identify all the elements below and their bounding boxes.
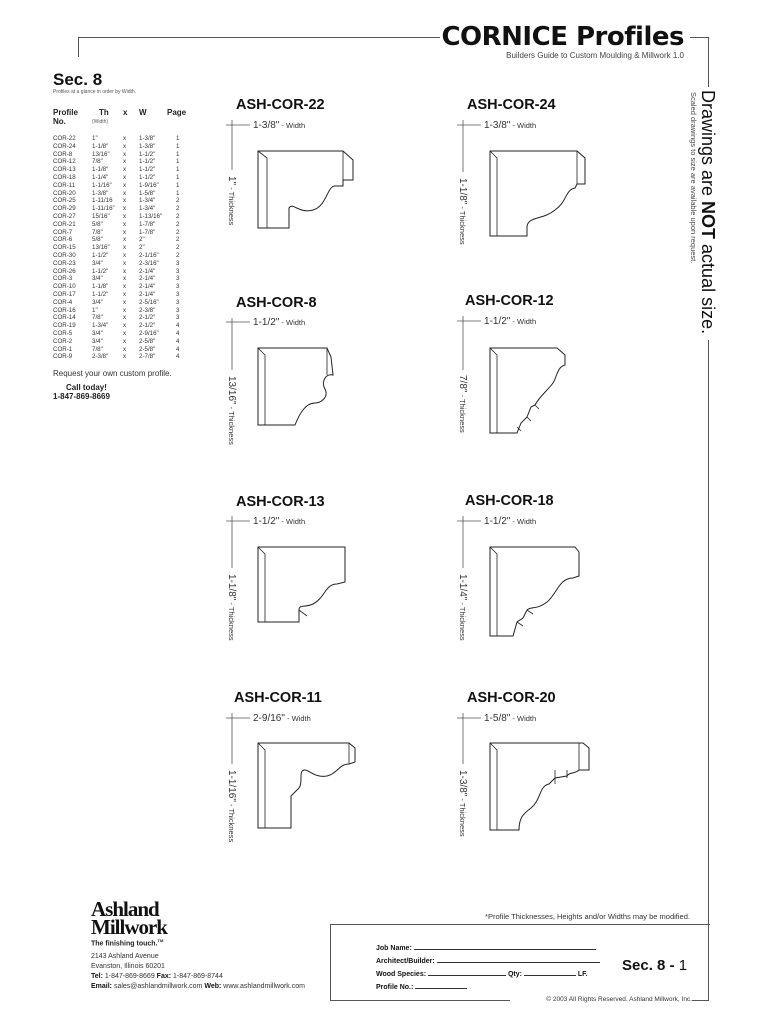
table-cell: x — [123, 306, 127, 314]
table-cell: 3 — [176, 306, 180, 314]
profile-thickness: 1-1/4" - Thickness — [457, 574, 468, 641]
table-cell: x — [123, 259, 127, 267]
table-cell: COR-17 — [53, 290, 76, 298]
table-cell: x — [123, 135, 127, 142]
profile-drawing-cor-13 — [255, 544, 365, 644]
table-cell: COR-15 — [53, 244, 76, 252]
call-phone-number[interactable]: 1-847-869-8669 — [53, 392, 110, 401]
table-cell: 2-1/2" — [139, 314, 156, 322]
table-cell: 2-1/4" — [139, 290, 156, 298]
table-cell: 2-1/4" — [139, 267, 156, 275]
table-cell: COR-29 — [53, 205, 76, 213]
table-cell: 4 — [176, 353, 180, 361]
table-cell: COR-2 — [53, 337, 73, 345]
table-cell: COR-12 — [53, 158, 76, 166]
profile-thickness: 1-1/8" - Thickness — [226, 574, 237, 641]
table-cell: 7/8" — [92, 228, 103, 236]
profile-drawing-cor-22 — [255, 148, 365, 238]
table-cell: x — [123, 236, 127, 244]
table-cell: 1-11/16" — [92, 205, 115, 213]
table-cell: 1-3/4" — [92, 322, 109, 330]
table-cell: 1-1/8" — [92, 166, 109, 174]
profile-drawing-cor-11 — [255, 740, 365, 840]
table-cell: 2" — [139, 244, 145, 252]
table-cell: x — [123, 166, 127, 174]
table-cell: 3 — [176, 259, 180, 267]
table-cell: COR-11 — [53, 181, 76, 189]
table-cell: COR-6 — [53, 236, 73, 244]
table-cell: 1-1/2" — [139, 150, 156, 158]
table-cell: 7/8" — [92, 345, 103, 353]
table-cell: COR-23 — [53, 259, 76, 267]
table-cell: 1 — [176, 158, 180, 166]
table-cell: 13/16" — [92, 244, 110, 252]
table-header-page: Page — [167, 108, 187, 117]
table-cell: COR-4 — [53, 298, 73, 306]
table-cell: 1-1/2" — [92, 290, 109, 298]
table-cell: 3 — [176, 314, 180, 322]
table-cell: 13/16" — [92, 150, 110, 158]
company-tagline: The finishing touch.™ — [91, 938, 164, 948]
table-cell: x — [123, 158, 127, 166]
table-cell: COR-3 — [53, 275, 73, 283]
table-cell: x — [123, 298, 127, 306]
table-cell: 1-1/2" — [92, 251, 109, 259]
profile-width: 1-3/8" - Width — [484, 120, 537, 131]
table-cell: 2-1/4" — [139, 275, 156, 283]
profile-name: ASH-COR-12 — [465, 293, 554, 309]
section-note: Profiles at a glance in order by Width. — [53, 89, 137, 95]
profile-thickness: 1-1/8" - Thickness — [457, 178, 468, 245]
table-cell: x — [123, 353, 127, 361]
profile-thickness: 1-3/8" - Thickness — [457, 770, 468, 837]
profile-width: 1-1/2" - Width — [253, 516, 306, 527]
table-cell: COR-1 — [53, 345, 73, 353]
table-cell: 5/8" — [92, 236, 103, 244]
profile-drawing-cor-8 — [255, 345, 365, 435]
table-cell: COR-18 — [53, 173, 76, 181]
page-title: CORNICE Profiles — [441, 22, 684, 52]
table-cell: 1 — [176, 142, 180, 150]
table-cell: 2-5/16" — [139, 298, 159, 306]
table-cell: x — [123, 314, 127, 322]
table-cell: COR-20 — [53, 189, 76, 197]
company-logo-line1: Ashland — [91, 897, 159, 921]
table-cell: 1 — [176, 189, 180, 197]
table-cell: 2-1/2" — [139, 322, 156, 330]
table-cell: 15/16" — [92, 212, 110, 220]
profile-width: 1-1/2" - Width — [484, 516, 537, 527]
table-cell: 3/4" — [92, 337, 103, 345]
profile-thickness: 1" - Thickness — [226, 176, 237, 226]
table-cell: 3/4" — [92, 259, 103, 267]
table-cell: x — [123, 267, 127, 275]
table-cell: 1-5/8" — [139, 189, 156, 197]
table-cell: 2-3/8" — [139, 306, 156, 314]
table-cell: 1-7/8" — [139, 220, 156, 228]
table-cell: x — [123, 345, 127, 353]
table-header-th: Th — [99, 108, 109, 117]
table-cell: 4 — [176, 345, 180, 353]
table-header-w: W — [139, 108, 147, 117]
web-link[interactable]: www.ashlandmillwork.com — [223, 983, 305, 990]
table-cell: 2 — [176, 220, 180, 228]
table-cell: 1 — [176, 135, 180, 142]
table-cell: 3/4" — [92, 275, 103, 283]
wood-species-field[interactable]: Wood Species: Qty: LF. — [376, 968, 588, 978]
table-header-w-sub: (Width) — [92, 119, 109, 125]
page-subtitle: Builders Guide to Custom Moulding & Millwork 1.0 — [506, 51, 684, 60]
address-line-2: Evanston, Illinois 60201 — [91, 963, 165, 970]
table-cell: 1-13/16" — [139, 212, 163, 220]
table-cell: COR-16 — [53, 306, 76, 314]
profile-thickness: 7/8" - Thickness — [457, 375, 468, 433]
table-cell: 1-1/16" — [92, 181, 112, 189]
table-cell: 1-1/2" — [139, 158, 156, 166]
architect-field[interactable]: Architect/Builder: — [376, 955, 600, 965]
table-cell: 2 — [176, 228, 180, 236]
profile-drawing-cor-12 — [487, 345, 597, 445]
profile-thickness: 13/16" - Thickness — [226, 376, 237, 445]
call-today-label: Call today! — [66, 383, 107, 392]
email-link[interactable]: sales@ashlandmillwork.com — [113, 983, 203, 990]
table-cell: COR-7 — [53, 228, 73, 236]
table-cell: x — [123, 228, 127, 236]
table-cell: 1-1/2" — [139, 166, 156, 174]
table-cell: 1" — [92, 135, 98, 142]
profile-name: ASH-COR-8 — [236, 295, 317, 311]
contact-email-web: Email: sales@ashlandmillwork.com Web: www.ashlandmillwork.com — [91, 983, 305, 990]
table-cell: 2" — [139, 236, 145, 244]
table-cell: 2-3/8" — [92, 353, 109, 361]
table-cell: 5/8" — [92, 220, 103, 228]
table-cell: 7/8" — [92, 158, 103, 166]
table-cell: COR-27 — [53, 212, 76, 220]
table-cell: x — [123, 189, 127, 197]
table-cell: 3 — [176, 298, 180, 306]
table-cell: 2-3/16" — [139, 259, 159, 267]
scaled-drawings-note: Scaled drawings to size are available upon request. — [689, 92, 698, 264]
table-cell: 2 — [176, 212, 180, 220]
table-cell: x — [123, 173, 127, 181]
table-cell: x — [123, 181, 127, 189]
table-cell: 1-3/8" — [92, 189, 109, 197]
profile-name: ASH-COR-11 — [234, 690, 322, 706]
profile-name: ASH-COR-13 — [236, 494, 325, 510]
table-cell: 4 — [176, 337, 180, 345]
table-cell: 1-1/8" — [92, 283, 109, 291]
table-cell: x — [123, 275, 127, 283]
table-cell: 2 — [176, 205, 180, 213]
table-cell: x — [123, 212, 127, 220]
table-cell: 3 — [176, 290, 180, 298]
table-cell: x — [123, 322, 127, 330]
contact-phone-fax: Tel: 1-847-869-8669 Fax: 1-847-869-8744 — [91, 973, 223, 980]
profile-name: ASH-COR-20 — [467, 690, 556, 706]
table-cell: COR-21 — [53, 220, 76, 228]
profile-name: ASH-COR-18 — [465, 493, 554, 509]
table-cell: COR-5 — [53, 329, 73, 337]
section-page-number: Sec. 8 - 1 — [622, 957, 688, 974]
table-cell: 1-1/4" — [92, 173, 109, 181]
table-cell: 2-1/16" — [139, 251, 159, 259]
table-cell: 1" — [92, 306, 98, 314]
table-cell: COR-8 — [53, 150, 73, 158]
profile-thickness: 1-1/16" - Thickness — [226, 770, 237, 843]
table-cell: 3/4" — [92, 298, 103, 306]
table-cell: 2-5/8" — [139, 345, 156, 353]
table-cell: x — [123, 337, 127, 345]
profile-drawing-cor-18 — [487, 544, 597, 644]
table-cell: 3 — [176, 267, 180, 275]
custom-profile-request: Request your own custom profile. — [53, 369, 172, 378]
table-cell: COR-14 — [53, 314, 76, 322]
table-cell: x — [123, 220, 127, 228]
table-cell: 3 — [176, 275, 180, 283]
table-cell: x — [123, 205, 127, 213]
table-cell: x — [123, 150, 127, 158]
not-actual-size-notice: Drawings are NOT actual size. — [698, 90, 718, 335]
table-header-x: x — [123, 108, 128, 117]
table-cell: 1 — [176, 173, 180, 181]
profile-name: ASH-COR-22 — [236, 97, 325, 113]
table-cell: 1-7/8" — [139, 228, 156, 236]
table-cell: 2 — [176, 251, 180, 259]
table-cell: 2-1/4" — [139, 283, 156, 291]
table-cell: 4 — [176, 329, 180, 337]
table-cell: 1-3/8" — [139, 142, 156, 150]
table-cell: 4 — [176, 322, 180, 330]
profile-width: 1-1/2" - Width — [484, 316, 537, 327]
profile-width: 2-9/16" - Width — [253, 713, 311, 724]
table-cell: 1-1/8" — [92, 142, 109, 150]
table-header-profile: Profile — [53, 108, 78, 117]
table-cell: 1-9/16" — [139, 181, 159, 189]
table-cell: 1-11/16 — [92, 197, 113, 205]
table-cell: COR-13 — [53, 166, 76, 174]
table-cell: x — [123, 251, 127, 259]
table-cell: 3 — [176, 283, 180, 291]
table-cell: 2-7/8" — [139, 353, 156, 361]
table-cell: x — [123, 197, 127, 205]
table-cell: COR-30 — [53, 251, 76, 259]
table-cell: 2 — [176, 236, 180, 244]
profile-name: ASH-COR-24 — [467, 97, 556, 113]
table-cell: 2-5/8" — [139, 337, 156, 345]
table-cell: COR-10 — [53, 283, 76, 291]
table-cell: COR-9 — [53, 353, 73, 361]
copyright-notice: © 2003 All Rights Reserved. Ashland Millwork, Inc. — [546, 996, 692, 1003]
profile-width: 1-3/8" - Width — [253, 120, 306, 131]
profile-width: 1-1/2" - Width — [253, 317, 306, 328]
table-cell: x — [123, 290, 127, 298]
table-cell: 2 — [176, 244, 180, 252]
table-cell: 1 — [176, 181, 180, 189]
table-cell: 1-3/4" — [139, 197, 156, 205]
table-cell: 2 — [176, 197, 180, 205]
table-cell: 1-3/4" — [139, 205, 156, 213]
profile-drawing-cor-20 — [487, 740, 597, 840]
profile-no-field[interactable]: Profile No.: — [376, 981, 467, 991]
table-cell: 1-3/8" — [139, 135, 156, 142]
table-cell: x — [123, 283, 127, 291]
table-cell: 1 — [176, 150, 180, 158]
table-cell: COR-25 — [53, 197, 76, 205]
modification-note: *Profile Thicknesses, Heights and/or Widths may be modified. — [485, 912, 690, 921]
company-logo-line2: Millwork — [91, 915, 167, 939]
address-line-1: 2143 Ashland Avenue — [91, 953, 159, 960]
table-cell: COR-24 — [53, 142, 76, 150]
table-cell: x — [123, 244, 127, 252]
table-cell: x — [123, 142, 127, 150]
table-cell: 3/4" — [92, 329, 103, 337]
profile-width: 1-5/8" - Width — [484, 713, 537, 724]
table-cell: COR-19 — [53, 322, 76, 330]
table-cell: COR-22 — [53, 135, 76, 142]
table-cell: 2-9/16" — [139, 329, 159, 337]
table-cell: 7/8" — [92, 314, 103, 322]
section-heading: Sec. 8 — [53, 70, 103, 89]
table-cell: COR-26 — [53, 267, 76, 275]
table-cell: 1 — [176, 166, 180, 174]
table-cell: 1-1/2" — [92, 267, 109, 275]
job-name-field[interactable]: Job Name: — [376, 942, 596, 952]
table-cell: 1-1/2" — [139, 173, 156, 181]
table-header-profile-no: No. — [53, 117, 66, 126]
profile-drawing-cor-24 — [487, 148, 597, 238]
table-cell: x — [123, 329, 127, 337]
